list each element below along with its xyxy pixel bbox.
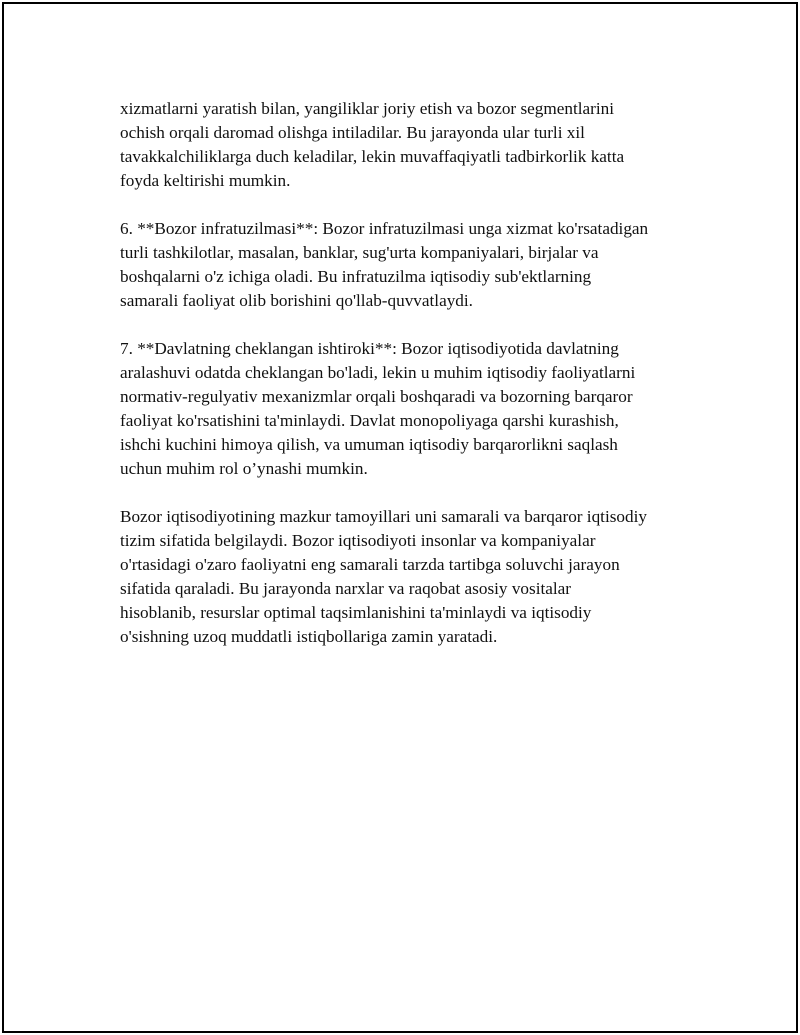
paragraph-entrepreneurship-continued: xizmatlarni yaratish bilan, yangiliklar joriy etish va bozor segmentlarini ochish orqali daromad olishga intiladilar. Bu jarayonda ular turli xil tavakkalchiliklarga duch keladilar, lekin muvaffaqiyatli tadbirkorlik katta foyda keltirishi mumkin. [120, 99, 625, 190]
paragraph-market-infrastructure: 6. **Bozor infratuzilmasi**: Bozor infratuzilmasi unga xizmat ko'rsatadigan turli tashkilotlar, masalan, banklar, sug'urta kompaniyalari, birjalar va boshqalarni o'z ichiga oladi. Bu infratuzilma iqtisodiy sub'ektlarning samarali faoliyat olib borishini qo'llab-quvvatlaydi. [120, 219, 649, 310]
document-body [120, 97, 700, 673]
paragraph-limited-state-participation: 7. **Davlatning cheklangan ishtiroki**: Bozor iqtisodiyotida davlatning aralashuvi odatda cheklangan bo'ladi, lekin u muhim iqtisodiy faoliyatlarni normativ-regulyativ mexanizmlar orqali boshqaradi va bozorning barqaror faoliyat ko'rsatishini ta'minlaydi. Davlat monopoliyaga qarshi kurashish, ishchi kuchini himoya qilish, va umuman iqtisodiy barqarorlikni saqlash uchun muhim rol o’ynashi mumkin. [120, 339, 636, 478]
document-page [2, 2, 798, 1033]
paragraph-conclusion: Bozor iqtisodiyotining mazkur tamoyillari uni samarali va barqaror iqtisodiy tizim sifatida belgilaydi. Bozor iqtisodiyoti insonlar va kompaniyalar o'rtasidagi o'zaro faoliyatni eng samarali tarzda tartibga soluvchi jarayon sifatida qaraladi. Bu jarayonda narxlar va raqobat asosiy vositalar hisoblanib, resurslar optimal taqsimlanishini ta'minlaydi va iqtisodiy o'sishning uzoq muddatli istiqbollariga zamin yaratadi. [120, 507, 647, 646]
